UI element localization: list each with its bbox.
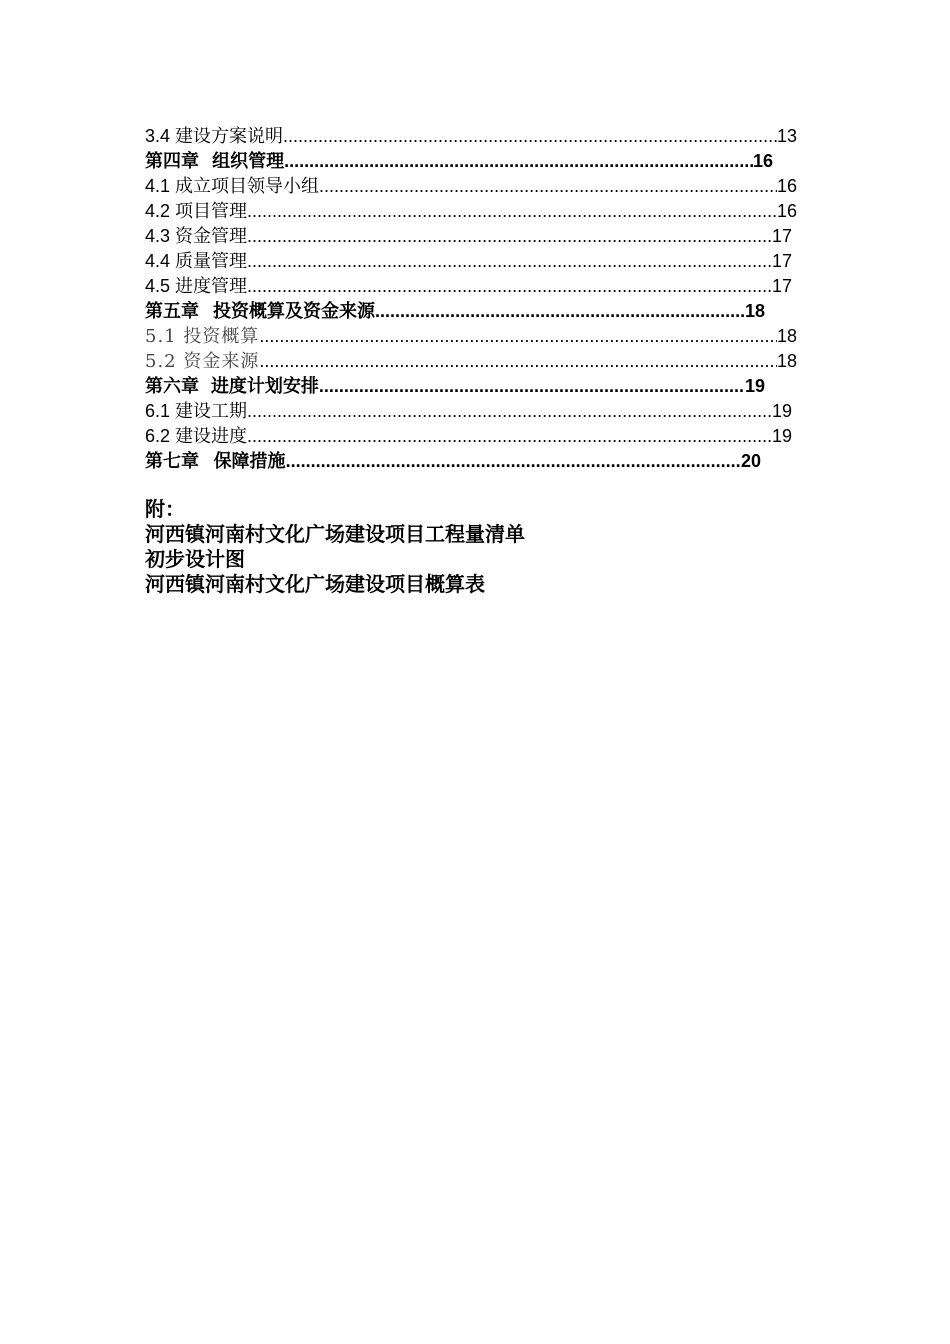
toc-entry-5-2[interactable] — [145, 349, 797, 374]
toc-leader-dots — [259, 324, 777, 349]
toc-entry-6-1[interactable] — [145, 399, 792, 424]
toc-leader-dots — [247, 199, 777, 224]
table-of-contents — [145, 124, 800, 474]
toc-chapter-7[interactable] — [145, 449, 761, 474]
appendix-item: 河西镇河南村文化广场建设项目工程量清单 — [145, 524, 525, 546]
toc-leader-dots — [286, 449, 741, 474]
toc-entry-4-1[interactable] — [145, 174, 797, 199]
toc-leader-dots — [284, 149, 753, 174]
toc-leader-dots — [247, 399, 772, 424]
toc-chapter-label: 第五章 — [145, 301, 199, 321]
toc-page-number: 19 — [771, 426, 792, 446]
toc-page-number: 17 — [771, 226, 792, 246]
toc-page-number: 19 — [744, 376, 765, 396]
toc-entry-label: 6.2 建设进度 — [145, 426, 248, 446]
toc-chapter-label: 第四章 — [145, 151, 199, 171]
toc-entry-3-4[interactable] — [145, 124, 797, 149]
toc-entry-label: 4.1 成立项目领导小组 — [145, 176, 320, 196]
toc-page-number: 20 — [740, 451, 761, 471]
toc-leader-dots — [375, 299, 745, 324]
toc-page-number: 16 — [776, 201, 797, 221]
toc-leader-dots — [247, 224, 772, 249]
toc-page-number: 16 — [776, 176, 797, 196]
toc-chapter-label: 第七章 — [145, 451, 199, 471]
toc-chapter-title: 进度计划安排 — [210, 376, 319, 396]
toc-page-number: 18 — [776, 326, 797, 346]
toc-chapter-title: 保障措施 — [213, 451, 286, 471]
appendix-item: 初步设计图 — [145, 549, 245, 571]
toc-leader-dots — [319, 374, 745, 399]
toc-chapter-title: 组织管理 — [212, 151, 285, 171]
toc-leader-dots — [247, 249, 772, 274]
toc-leader-dots — [247, 424, 772, 449]
toc-entry-label: 4.3 资金管理 — [145, 226, 248, 246]
toc-page-number: 17 — [771, 251, 792, 271]
appendix-heading: 附： — [145, 499, 185, 521]
toc-leader-dots — [283, 124, 777, 149]
toc-entry-label: 5.1 投资概算 — [145, 326, 260, 347]
toc-page-number: 17 — [771, 276, 792, 296]
toc-entry-label: 4.2 项目管理 — [145, 201, 248, 221]
toc-entry-5-1[interactable] — [145, 324, 797, 349]
toc-entry-label: 4.5 进度管理 — [145, 276, 248, 296]
toc-entry-label: 3.4 建设方案说明 — [145, 126, 284, 146]
toc-page-number: 13 — [776, 126, 797, 146]
toc-entry-4-3[interactable] — [145, 224, 792, 249]
toc-chapter-5[interactable] — [145, 299, 765, 324]
toc-entry-label: 6.1 建设工期 — [145, 401, 248, 421]
toc-page-number: 19 — [771, 401, 792, 421]
toc-page-number: 18 — [776, 351, 797, 371]
toc-entry-label: 4.4 质量管理 — [145, 251, 248, 271]
toc-page-number: 16 — [752, 151, 773, 171]
toc-leader-dots — [247, 274, 772, 299]
toc-entry-4-5[interactable] — [145, 274, 792, 299]
toc-chapter-6[interactable] — [145, 374, 765, 399]
toc-entry-4-4[interactable] — [145, 249, 792, 274]
appendix-item: 河西镇河南村文化广场建设项目概算表 — [145, 574, 485, 596]
toc-entry-6-2[interactable] — [145, 424, 792, 449]
toc-chapter-4[interactable] — [145, 149, 773, 174]
toc-entry-4-2[interactable] — [145, 199, 797, 224]
toc-entry-label: 5.2 资金来源 — [145, 351, 260, 372]
toc-leader-dots — [259, 349, 777, 374]
toc-chapter-label: 第六章 — [145, 376, 199, 396]
toc-page-number: 18 — [744, 301, 765, 321]
toc-leader-dots — [319, 174, 777, 199]
appendix-section — [145, 498, 525, 598]
toc-chapter-title: 投资概算及资金来源 — [213, 301, 376, 321]
